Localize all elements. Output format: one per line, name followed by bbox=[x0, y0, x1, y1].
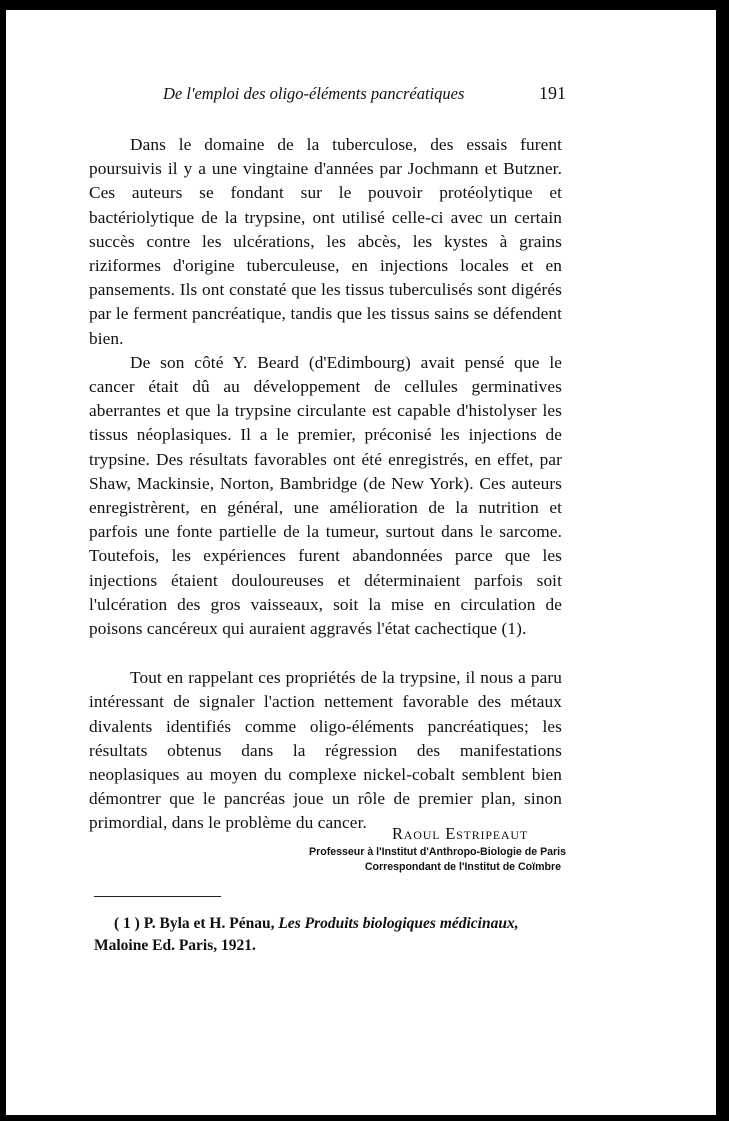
page-number: 191 bbox=[539, 83, 566, 103]
footnote-publisher: Maloine Ed. Paris, 1921. bbox=[94, 937, 256, 954]
paragraph-3: Tout en rappelant ces propriétés de la trypsine, il nous a paru intéressant de signaler l'action nettement favorable des métaux divalents identifiés comme oligo-éléments pancréatiques; les résultats obtenus dans la régression des manifestations neoplasiques au moyen du complexe nickel-cobalt semblent bien démontrer que le pancréas joue un rôle de premier plan, sinon primordial, dans le problème du cancer. bbox=[89, 668, 562, 833]
signature-block bbox=[186, 823, 566, 875]
author-name: Raoul Estripeaut bbox=[391, 824, 528, 843]
author-affiliation-1: Professeur à l'Institut d'Anthropo-Biologie de Paris bbox=[309, 846, 566, 858]
footnote-divider bbox=[94, 896, 221, 897]
paragraph-2 bbox=[89, 351, 562, 641]
footnote-title: Les Produits biologiques médicinaux, bbox=[278, 915, 519, 932]
page bbox=[6, 10, 716, 1115]
footnote bbox=[94, 913, 564, 957]
paragraph-2-text: De son côté Y. Beard (d'Edimbourg) avait pensé que le cancer était dû au développement de cellules germinatives aberrantes et que la trypsine circulante est capable d'histolyser les tissus néoplasiques. Il a le premier, préconisé les injections de trypsine. Des résultats favorables ont été enregistrés, en effet, par Shaw, Mackinsie, Norton, Bambridge (de New York). Ces auteurs enregistrèrent, en général, une amélioration de la nutrition et parfois une fonte partielle de la tumeur, surtout dans le sarcome. Toutefois, les expériences furent abandonnées parce que les injections étaient douloureuses et déterminaient parfois soit l'ulcération des gros vaisseaux, soit la mise en circulation de poisons cancéreux qui auraient aggravés l'état cachectique bbox=[89, 352, 562, 639]
footnote-reference: (1) bbox=[501, 619, 522, 639]
page-header bbox=[146, 75, 566, 103]
article-body bbox=[89, 133, 562, 836]
running-title: De l'emploi des oligo-éléments pancréatiques bbox=[163, 84, 465, 103]
author-affiliation-2: Correspondant de l'Institut de Coïmbre bbox=[364, 861, 561, 873]
footnote-marker: ( 1 ) bbox=[114, 915, 140, 932]
paragraph-2-end: . bbox=[522, 619, 527, 639]
paragraph-1: Dans le domaine de la tuberculose, des essais furent poursuivis il y a une vingtaine d'années par Jochmann et Butzner. Ces auteurs se fondant sur le pouvoir protéolytique et bactériolytique de la trypsine, ont utilisé celle-ci avec un certain succès contre les ulcérations, les abcès, les kystes à grains riziformes d'origine tuberculeuse, en injections locales et en pansements. Ils ont constaté que les tissus tuberculisés sont digérés par le ferment pancréatique, tandis que les tissus sains se défendent bien. bbox=[89, 135, 562, 348]
footnote-authors: P. Byla et H. Pénau, bbox=[143, 915, 275, 932]
